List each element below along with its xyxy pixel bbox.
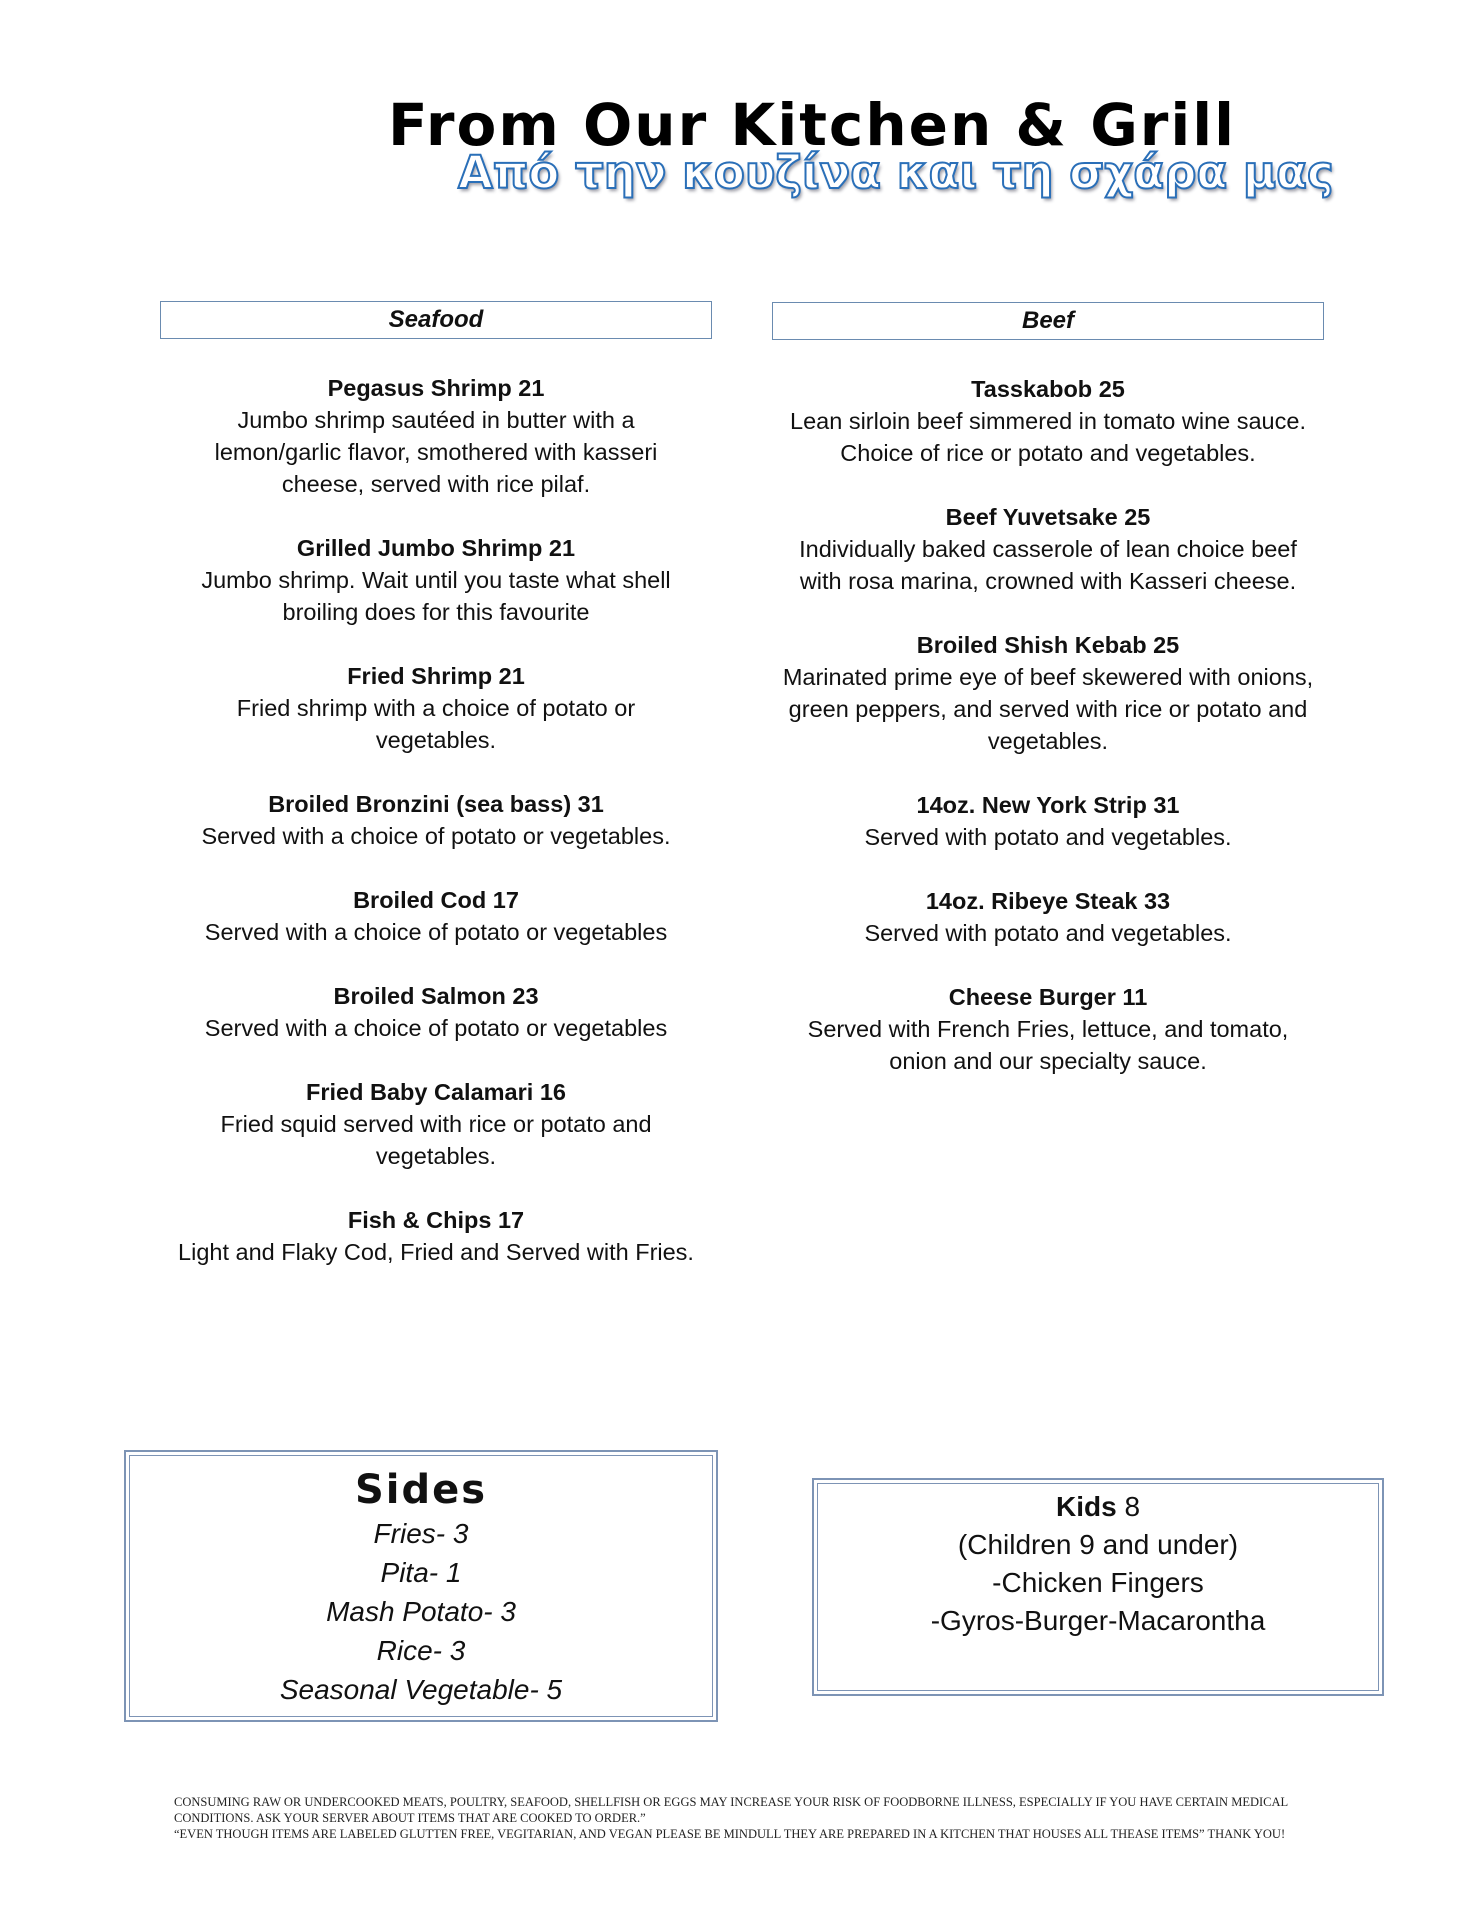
side-item: Seasonal Vegetable- 5 [279,1674,563,1705]
menu-item [174,1204,698,1268]
item-name: Pegasus Shrimp 21 [327,375,545,401]
kids-box-inner [817,1483,1379,1691]
item-description: Fried shrimp with a choice of potato or vegetables. [236,695,636,753]
item-name: 14oz. Ribeye Steak 33 [925,888,1171,914]
side-item: Mash Potato- 3 [326,1596,516,1627]
item-name: Fried Shrimp 21 [347,663,525,689]
page-title: From Our Kitchen & Grill [388,91,1237,159]
beef-heading: Beef [772,302,1324,340]
item-description: Jumbo shrimp sautéed in butter with a lemon/garlic flavor, smothered with kasseri cheese, served with rice pilaf. [214,407,658,497]
menu-item [782,373,1314,469]
item-description: Served with a choice of potato or vegetables [204,919,668,945]
menu-item [782,501,1314,597]
sides-box-inner [129,1455,713,1717]
item-description: Served with a choice of potato or vegetables [204,1015,668,1041]
item-name: 14oz. New York Strip 31 [916,792,1180,818]
item-description: Jumbo shrimp. Wait until you taste what shell broiling does for this favourite [201,567,671,625]
seafood-heading: Seafood [160,301,712,339]
item-description: Lean sirloin beef simmered in tomato wine sauce. Choice of rice or potato and vegetables. [790,408,1306,466]
kids-line: -Chicken Fingers [992,1567,1204,1598]
kids-price: 8 [1124,1491,1141,1522]
menu-item [174,372,698,500]
sides-list [130,1514,712,1709]
sides-box [124,1450,718,1722]
item-name: Grilled Jumbo Shrimp 21 [296,535,576,561]
side-item: Pita- 1 [380,1557,462,1588]
item-description: Served with a choice of potato or vegetables. [201,823,671,849]
item-name: Fish & Chips 17 [347,1207,525,1233]
beef-list [782,373,1314,1109]
kids-heading-label: Kids [1055,1491,1117,1522]
item-name: Tasskabob 25 [971,376,1125,402]
menu-item [782,629,1314,757]
sides-heading: Sides [354,1467,488,1513]
menu-item [174,1076,698,1172]
item-description: Light and Flaky Cod, Fried and Served with Fries. [178,1239,694,1265]
item-description: Served with potato and vegetables. [864,824,1232,850]
side-item: Fries- 3 [373,1518,469,1549]
side-item: Rice- 3 [376,1635,466,1666]
menu-item [174,532,698,628]
item-description: Served with potato and vegetables. [864,920,1232,946]
menu-item [174,980,698,1044]
item-name: Broiled Shish Kebab 25 [916,632,1180,658]
item-name: Cheese Burger 11 [948,984,1148,1010]
page-subtitle-greek: Από την κουζίνα και τη σχάρα μας [458,146,1334,199]
disclaimer-allergens: “EVEN THOUGH ITEMS ARE LABELED GLUTTEN FREE, VEGITARIAN, AND VEGAN PLEASE BE MINDULL THEY ARE PREPARED IN A KITCHEN THAT HOUSES ALL THEASE ITEMS” THANK YOU! [174,1827,1286,1841]
kids-heading [818,1488,1378,1526]
item-name: Broiled Salmon 23 [333,983,539,1009]
menu-item [782,885,1314,949]
menu-item [174,660,698,756]
menu-item [782,789,1314,853]
item-description: Individually baked casserole of lean choice beef with rosa marina, crowned with Kasseri cheese. [799,536,1297,594]
disclaimer-raw-food: CONSUMING RAW OR UNDERCOOKED MEATS, POULTRY, SEAFOOD, SHELLFISH OR EGGS MAY INCREASE YOUR RISK OF FOODBORNE ILLNESS, ESPECIALLY IF YOU HAVE CERTAIN MEDICAL CONDITIONS. ASK YOUR SERVER ABOUT ITEMS THAT ARE COOKED TO ORDER.” [174,1795,1288,1825]
kids-box [812,1478,1384,1696]
disclaimer [174,1794,1304,1842]
item-description: Served with French Fries, lettuce, and tomato, onion and our specialty sauce. [807,1016,1289,1074]
menu-item [782,981,1314,1077]
item-name: Fried Baby Calamari 16 [306,1079,566,1105]
kids-line: -Gyros-Burger-Macarontha [930,1605,1266,1636]
item-description: Fried squid served with rice or potato and vegetables. [220,1111,652,1169]
item-name: Beef Yuvetsake 25 [945,504,1151,530]
seafood-list [174,372,698,1300]
kids-line: (Children 9 and under) [957,1529,1239,1560]
item-name: Broiled Cod 17 [353,887,519,913]
item-description: Marinated prime eye of beef skewered with onions, green peppers, and served with rice or potato and vegetables. [782,664,1314,754]
item-name: Broiled Bronzini (sea bass) 31 [268,791,604,817]
menu-item [174,788,698,852]
menu-item [174,884,698,948]
